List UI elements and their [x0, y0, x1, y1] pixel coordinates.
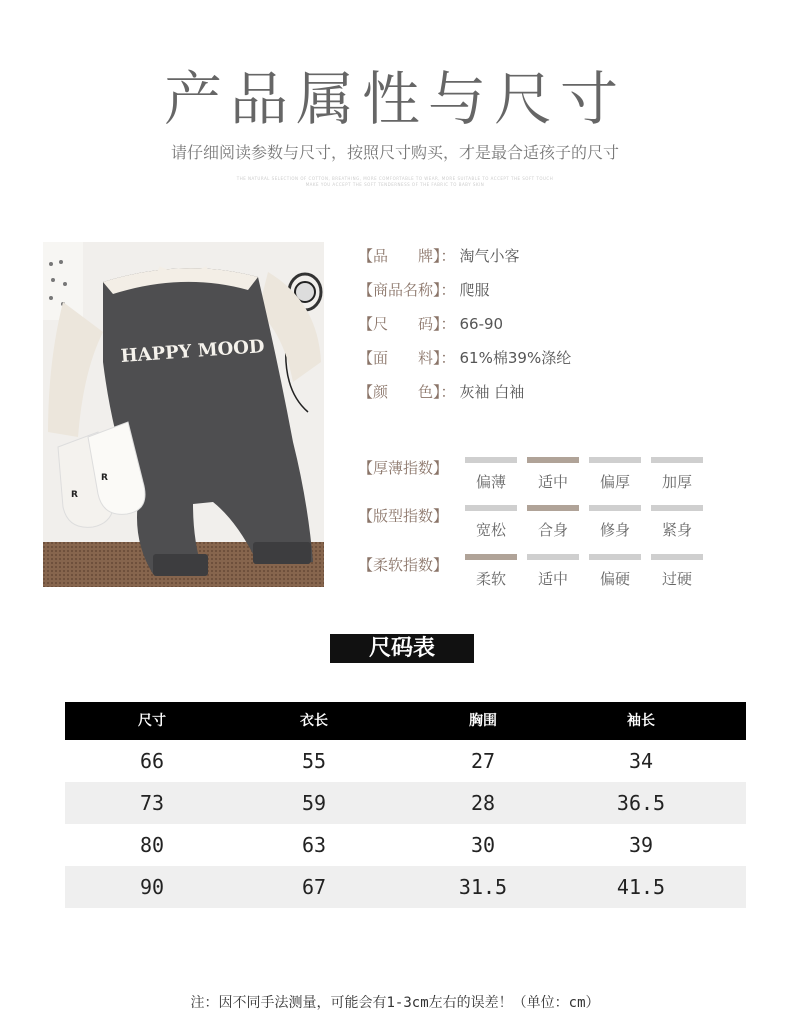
product-photo — [43, 242, 324, 587]
index-option-label: 过硬 — [661, 570, 692, 588]
index-bar — [527, 457, 579, 463]
table-row — [65, 866, 746, 908]
table-cell: 73 — [139, 791, 165, 815]
header-size: 尺寸 — [138, 713, 166, 729]
index-option-label: 合身 — [537, 521, 568, 539]
table-cell: 59 — [301, 791, 327, 815]
table-cell: 80 — [139, 833, 165, 857]
header-chest: 胸围 — [469, 713, 497, 729]
size-table-header — [65, 702, 746, 740]
index-option-label: 紧身 — [661, 521, 692, 539]
thickness-index-label: 【厚薄指数】 — [358, 459, 449, 477]
index-option — [589, 457, 641, 492]
index-option-label: 宽松 — [475, 521, 506, 539]
index-option — [651, 554, 703, 589]
index-bar — [589, 457, 641, 463]
index-option — [465, 554, 517, 589]
index-option-label: 适中 — [537, 570, 568, 588]
index-option-label: 修身 — [599, 521, 630, 539]
index-bar — [589, 554, 641, 560]
softness-index-label: 【柔软指数】 — [358, 556, 449, 574]
table-cell: 34 — [628, 749, 654, 773]
fit-index-label: 【版型指数】 — [358, 507, 449, 525]
table-cell: 41.5 — [616, 875, 666, 899]
index-bar — [651, 505, 703, 511]
table-cell: 66 — [139, 749, 165, 773]
index-option — [527, 505, 579, 540]
attr-fabric: 【面 料】： 61%棉39%涤纶 — [358, 349, 572, 367]
index-bar — [589, 505, 641, 511]
fineprint-line-1: THE NATURAL SELECTION OF COTTON, BREATHING, MORE COMFORTABLE TO WEAR, MORE SUITABLE TO ACCEPT THE SOFT TOUCH — [236, 176, 554, 181]
table-cell: 39 — [628, 833, 654, 857]
index-bar — [465, 554, 517, 560]
size-chart-title: 尺码表 — [330, 634, 474, 663]
table-row — [65, 740, 746, 782]
index-bar — [651, 457, 703, 463]
attr-size: 【尺 码】： 66-90 — [358, 315, 504, 333]
index-bar — [527, 505, 579, 511]
table-cell: 27 — [470, 749, 496, 773]
index-option-label: 加厚 — [661, 473, 692, 491]
sock-letter-left: R — [71, 490, 78, 500]
table-cell: 28 — [470, 791, 496, 815]
romper-print-text: HAPPY MOOD — [120, 336, 266, 368]
index-option — [651, 505, 703, 540]
sock-letter-right: R — [101, 473, 108, 483]
fineprint-line-2: MAKE YOU ACCEPT THE SOFT TENDERNESS OF THE FABRIC TO BABY SKIN — [305, 182, 485, 187]
index-option — [589, 554, 641, 589]
index-option — [465, 505, 517, 540]
table-cell: 30 — [470, 833, 496, 857]
table-cell: 36.5 — [616, 791, 666, 815]
index-bar — [465, 457, 517, 463]
index-option-label: 偏硬 — [599, 570, 630, 588]
index-option — [651, 457, 703, 492]
index-option — [527, 457, 579, 492]
table-cell: 31.5 — [458, 875, 508, 899]
index-option-label: 适中 — [537, 473, 568, 491]
header-length: 衣长 — [300, 713, 328, 729]
table-cell: 67 — [301, 875, 327, 899]
index-option-label: 偏薄 — [475, 473, 506, 491]
index-option — [527, 554, 579, 589]
table-row — [65, 782, 746, 824]
index-option-label: 偏厚 — [599, 473, 630, 491]
page-subtitle: 请仔细阅读参数与尺寸，按照尺寸购买，才是最合适孩子的尺寸 — [170, 143, 619, 162]
size-table — [65, 702, 746, 908]
index-bar — [651, 554, 703, 560]
index-option — [465, 457, 517, 492]
measurement-note: 注：因不同手法测量，可能会有1-3cm左右的误差！（单位：cm） — [190, 995, 600, 1011]
table-cell: 90 — [139, 875, 165, 899]
attr-color: 【颜 色】： 灰袖 白袖 — [358, 383, 525, 401]
table-cell: 55 — [301, 749, 327, 773]
attr-brand: 【品 牌】： 淘气小客 — [358, 247, 520, 265]
table-row — [65, 824, 746, 866]
header-sleeve: 袖长 — [627, 713, 655, 729]
index-option — [589, 505, 641, 540]
page-title: 产品属性与尺寸 — [163, 65, 626, 133]
table-cell: 63 — [301, 833, 327, 857]
attr-product-name: 【商品名称】： 爬服 — [358, 281, 490, 299]
index-bar — [465, 505, 517, 511]
index-bar — [527, 554, 579, 560]
index-option-label: 柔软 — [475, 570, 506, 588]
